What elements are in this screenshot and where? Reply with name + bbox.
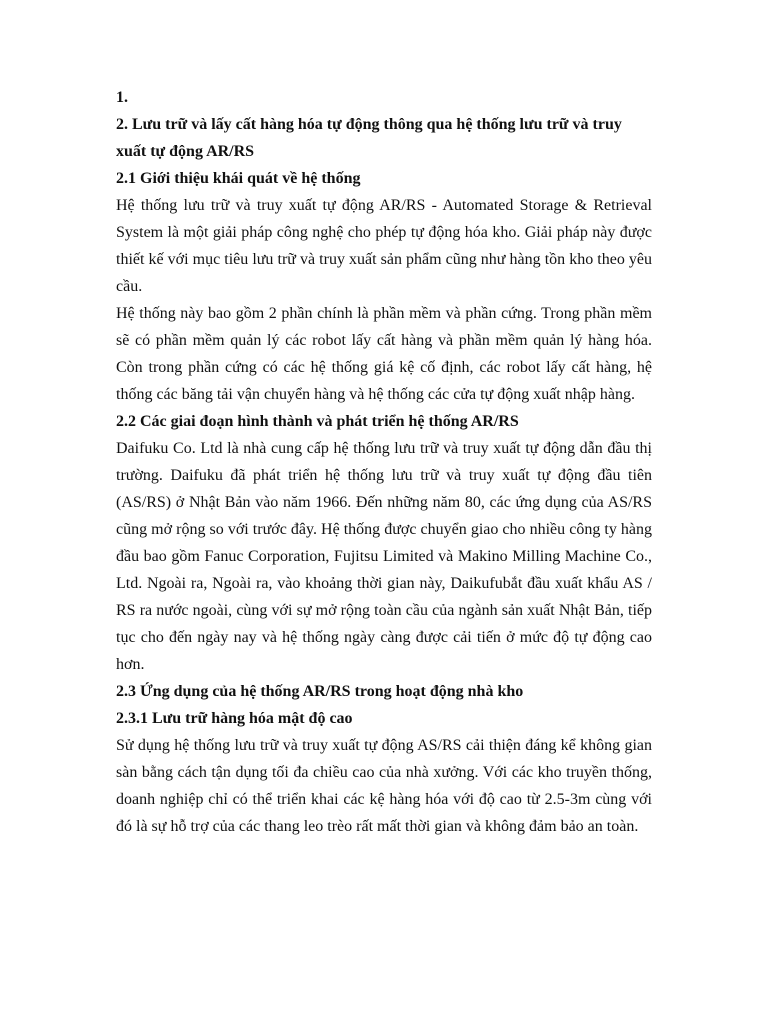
paragraph-2-1-components: Hệ thống này bao gồm 2 phần chính là phần mềm và phần cứng. Trong phần mềm sẽ có phần mềm quản lý các robot lấy cất hàng và phần mềm quản lý hàng hóa. Còn trong phần cứng có các hệ thống giá kệ cố định, các robot lấy cất hàng, hệ thống các băng tải vận chuyển hàng và hệ thống các cửa tự động xuất nhập hàng. xyxy=(116,305,652,403)
heading-section-2: 2. Lưu trữ và lấy cất hàng hóa tự động thông qua hệ thống lưu trữ và truy xuất tự động AR/RS xyxy=(116,116,622,160)
heading-section-2-3: 2.3 Ứng dụng của hệ thống AR/RS trong hoạt động nhà kho xyxy=(116,683,524,700)
paragraph-2-2-history: Daifuku Co. Ltd là nhà cung cấp hệ thống lưu trữ và truy xuất tự động dẫn đầu thị trường. Daifuku đã phát triển hệ thống lưu trữ và truy xuất tự động đầu tiên (AS/RS) ở Nhật Bản vào năm 1966. Đến những năm 80, các ứng dụng của AS/RS cũng mở rộng so với trước đây. Hệ thống được chuyển giao cho nhiều công ty hàng đầu bao gồm Fanuc Corporation, Fujitsu Limited và Makino Milling Machine Co., Ltd. Ngoài ra, Ngoài ra, vào khoảng thời gian này, Daikufubắt đầu xuất khẩu AS / RS ra nước ngoài, cùng với sự mở rộng toàn cầu của ngành sản xuất Nhật Bản, tiếp tục cho đến ngày nay và hệ thống ngày càng được cải tiến ở mức độ tự động cao hơn. xyxy=(116,440,652,673)
heading-section-2-3-1: 2.3.1 Lưu trữ hàng hóa mật độ cao xyxy=(116,710,353,727)
paragraph-2-1-intro: Hệ thống lưu trữ và truy xuất tự động AR/RS - Automated Storage & Retrieval System là một giải pháp công nghệ cho phép tự động hóa kho. Giải pháp này được thiết kế với mục tiêu lưu trữ và truy xuất sản phẩm cũng như hàng tồn kho theo yêu cầu. xyxy=(116,197,652,295)
section-number-1: 1. xyxy=(116,89,128,106)
document-body xyxy=(116,84,652,840)
heading-section-2-1: 2.1 Giới thiệu khái quát về hệ thống xyxy=(116,170,361,187)
paragraph-2-3-1-storage: Sử dụng hệ thống lưu trữ và truy xuất tự động AS/RS cải thiện đáng kể không gian sàn bằng cách tận dụng tối đa chiều cao của nhà xưởng. Với các kho truyền thống, doanh nghiệp chỉ có thể triển khai các kệ hàng hóa với độ cao từ 2.5-3m cùng với đó là sự hỗ trợ của các thang leo trèo rất mất thời gian và không đảm bảo an toàn. xyxy=(116,737,652,835)
heading-section-2-2: 2.2 Các giai đoạn hình thành và phát triển hệ thống AR/RS xyxy=(116,413,519,430)
